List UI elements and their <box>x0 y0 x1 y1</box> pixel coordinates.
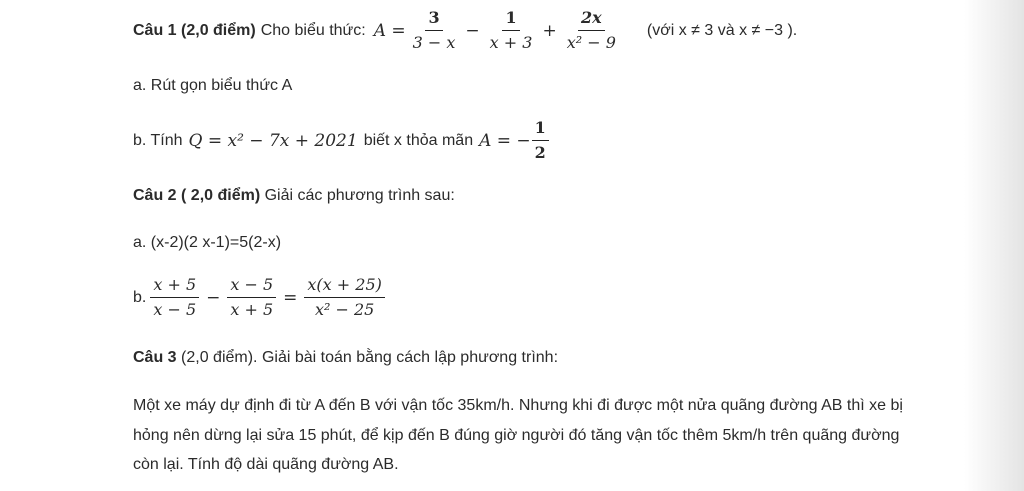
q2-fraction-3: $\frac{x(x + 25)}{\text{x² − 25}}$ <box>304 275 384 320</box>
q3-intro: (2,0 điểm). Giải bài toán bằng cách lập phương trình: <box>181 349 559 366</box>
q3-problem-text: Một xe máy dự định đi từ A đến B với vận tốc 35km/h. Nhưng khi đi được một nửa quãng đường AB thì xe bị hỏng nên dừng lại sửa 15 phút, để kịp đến B đúng giờ người đó tăng vận tốc thêm 5km/h trên quãng đường còn lại. Tính độ dài quãng đường AB. <box>133 397 903 473</box>
q2-title: Câu 2 ( 2,0 điểm) <box>133 187 261 204</box>
q1-fraction-3: $\frac{2x}{\text{x² − 9}}$ <box>566 8 616 52</box>
q1-fraction-2: $\frac{1}{x + 3}$ <box>489 8 533 52</box>
page-edge-shadow <box>964 0 1024 491</box>
q1-expr-lhs: A = <box>373 20 406 41</box>
q2-part-a: a. (x-2)(2 x-1)=5(2-x) <box>133 234 282 251</box>
q1-statement: Câu 1 (2,0 điểm) Cho biểu thức: A = $\frac{3}{3 - x}$ − $\frac{1}{x + 3}$ + $\frac{2x}{\text{x² − 9}}$ (với x ≠ 3 và x ≠ −3 ). <box>133 8 798 52</box>
q1-part-b: b. Tính Q = x² − 7x + 2021 biết x thỏa mãn A = − $\frac{1}{2}$ <box>133 118 553 163</box>
q1-intro: Cho biểu thức: <box>260 21 366 39</box>
q2-statement <box>133 186 455 206</box>
q2-fraction-1: $\frac{x + 5}{x - 5}$ <box>150 275 199 320</box>
q1-condition: (với x ≠ 3 và x ≠ −3 ). <box>646 21 798 39</box>
q2-fraction-2: $\frac{x - 5}{x + 5}$ <box>227 275 276 320</box>
q1-title: Câu 1 (2,0 điểm) <box>133 21 256 39</box>
q3-title: Câu 3 <box>133 349 177 366</box>
q2-intro: Giải các phương trình sau: <box>264 187 455 204</box>
q3-statement <box>133 348 558 368</box>
q1-part-a: a. Rút gọn biểu thức A <box>133 77 293 94</box>
q1-fraction-1: $\frac{3}{3 - x}$ <box>412 8 456 52</box>
q-expression: Q = x² − 7x + 2021 <box>188 130 358 151</box>
q2-part-b: b. $\frac{x + 5}{x - 5}$ − $\frac{x - 5}{x + 5}$ = $\frac{x(x + 25)}{\text{x² − 25}}$ <box>133 275 389 320</box>
half-fraction: $\frac{1}{2}$ <box>532 118 549 163</box>
